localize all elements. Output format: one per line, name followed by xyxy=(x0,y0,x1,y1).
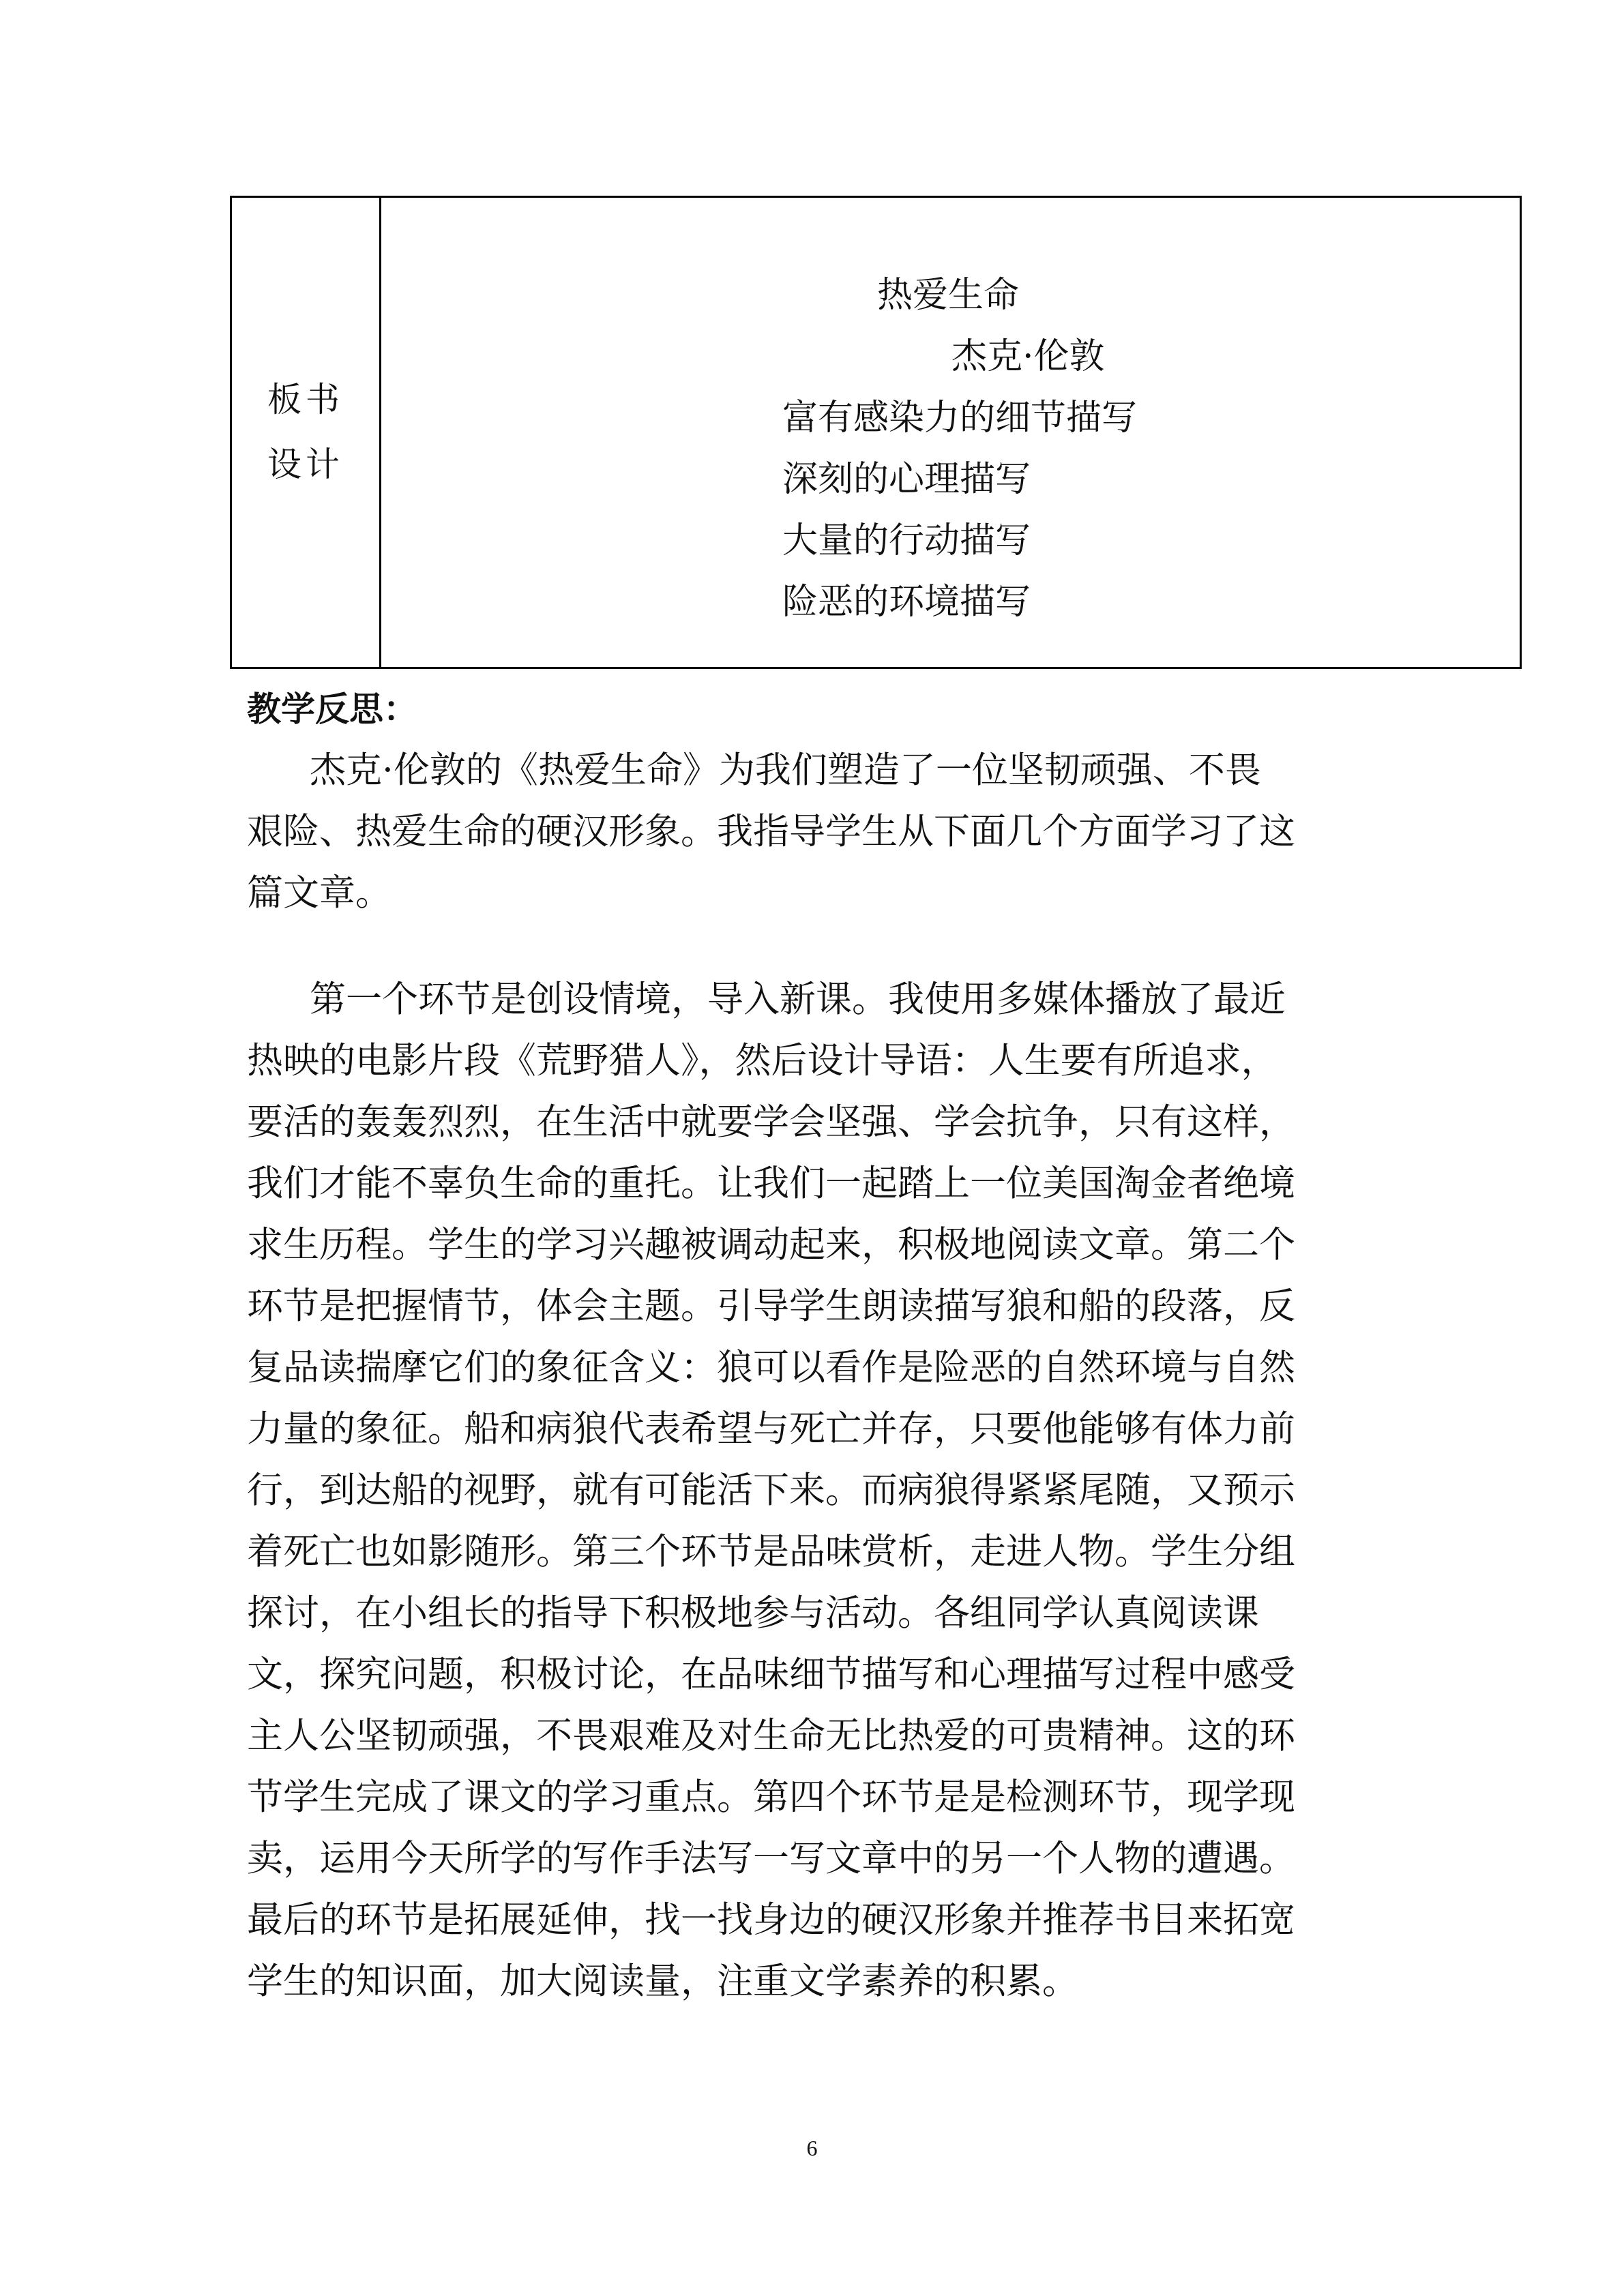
board-item-3: 大量的行动描写 xyxy=(782,520,1031,561)
table-divider xyxy=(379,198,381,667)
paragraph-line: 要活的轰轰烈烈，在生活中就要学会坚强、学会抗争，只有这样， xyxy=(247,1101,1295,1143)
reflection-paragraph-2 xyxy=(247,969,1365,2012)
paragraph-line: 节学生完成了课文的学习重点。第四个环节是是检测环节，现学现 xyxy=(247,1776,1295,1818)
paragraph-line: 主人公坚韧顽强，不畏艰难及对生命无比热爱的可贵精神。这的环 xyxy=(247,1715,1295,1757)
paragraph-line: 杰克·伦敦的《热爱生命》为我们塑造了一位坚韧顽强、不畏 xyxy=(310,749,1261,791)
paragraph-line: 学生的知识面，加大阅读量，注重文学素养的积累。 xyxy=(247,1960,1078,2002)
paragraph-line: 求生历程。学生的学习兴趣被调动起来，积极地阅读文章。第二个 xyxy=(247,1224,1295,1266)
board-label-line-1: 板书 xyxy=(267,380,344,419)
board-item-4: 险恶的环境描写 xyxy=(782,582,1031,623)
paragraph-line: 卖，运用今天所学的写作手法写一写文章中的另一个人物的遭遇。 xyxy=(247,1838,1295,1879)
board-item-1: 富有感染力的细节描写 xyxy=(782,398,1138,438)
paragraph-line: 最后的环节是拓展延伸，找一找身边的硬汉形象并推荐书目来拓宽 xyxy=(247,1899,1295,1941)
board-design-table xyxy=(230,196,1522,669)
board-design-label xyxy=(232,198,379,667)
paragraph-line: 环节是把握情节，体会主题。引导学生朗读描写狼和船的段落，反 xyxy=(247,1285,1295,1327)
paragraph-line: 篇文章。 xyxy=(247,872,392,914)
paragraph-line: 文，探究问题，积极讨论，在品味细节描写和心理描写过程中感受 xyxy=(247,1654,1295,1695)
paragraph-line: 第一个环节是创设情境，导入新课。我使用多媒体播放了最近 xyxy=(310,979,1286,1020)
paragraph-line: 探讨，在小组长的指导下积极地参与活动。各组同学认真阅读课 xyxy=(247,1592,1259,1634)
paragraph-line: 着死亡也如影随形。第三个环节是品味赏析，走进人物。学生分组 xyxy=(247,1531,1295,1572)
paragraph-line: 行，到达船的视野，就有可能活下来。而病狼得紧紧尾随，又预示 xyxy=(247,1470,1295,1511)
page-number: 6 xyxy=(806,2136,818,2160)
paragraph-line: 复品读揣摩它们的象征含义：狼可以看作是险恶的自然环境与自然 xyxy=(247,1347,1295,1388)
paragraph-line: 我们才能不辜负生命的重托。让我们一起踏上一位美国淘金者绝境 xyxy=(247,1163,1295,1204)
paragraph-line: 艰险、热爱生命的硬汉形象。我指导学生从下面几个方面学习了这 xyxy=(247,811,1295,852)
paragraph-line: 热映的电影片段《荒野猎人》，然后设计导语：人生要有所追求， xyxy=(247,1040,1278,1082)
paragraph-line: 力量的象征。船和病狼代表希望与死亡并存，只要他能够有体力前 xyxy=(247,1408,1295,1450)
board-item-2: 深刻的心理描写 xyxy=(782,459,1031,500)
board-author: 杰克·伦敦 xyxy=(951,336,1105,377)
reflection-heading: 教学反思： xyxy=(247,689,417,729)
reflection-paragraph-1 xyxy=(247,740,1365,924)
board-label-line-2: 设计 xyxy=(267,445,344,484)
board-title: 热爱生命 xyxy=(877,275,1020,316)
